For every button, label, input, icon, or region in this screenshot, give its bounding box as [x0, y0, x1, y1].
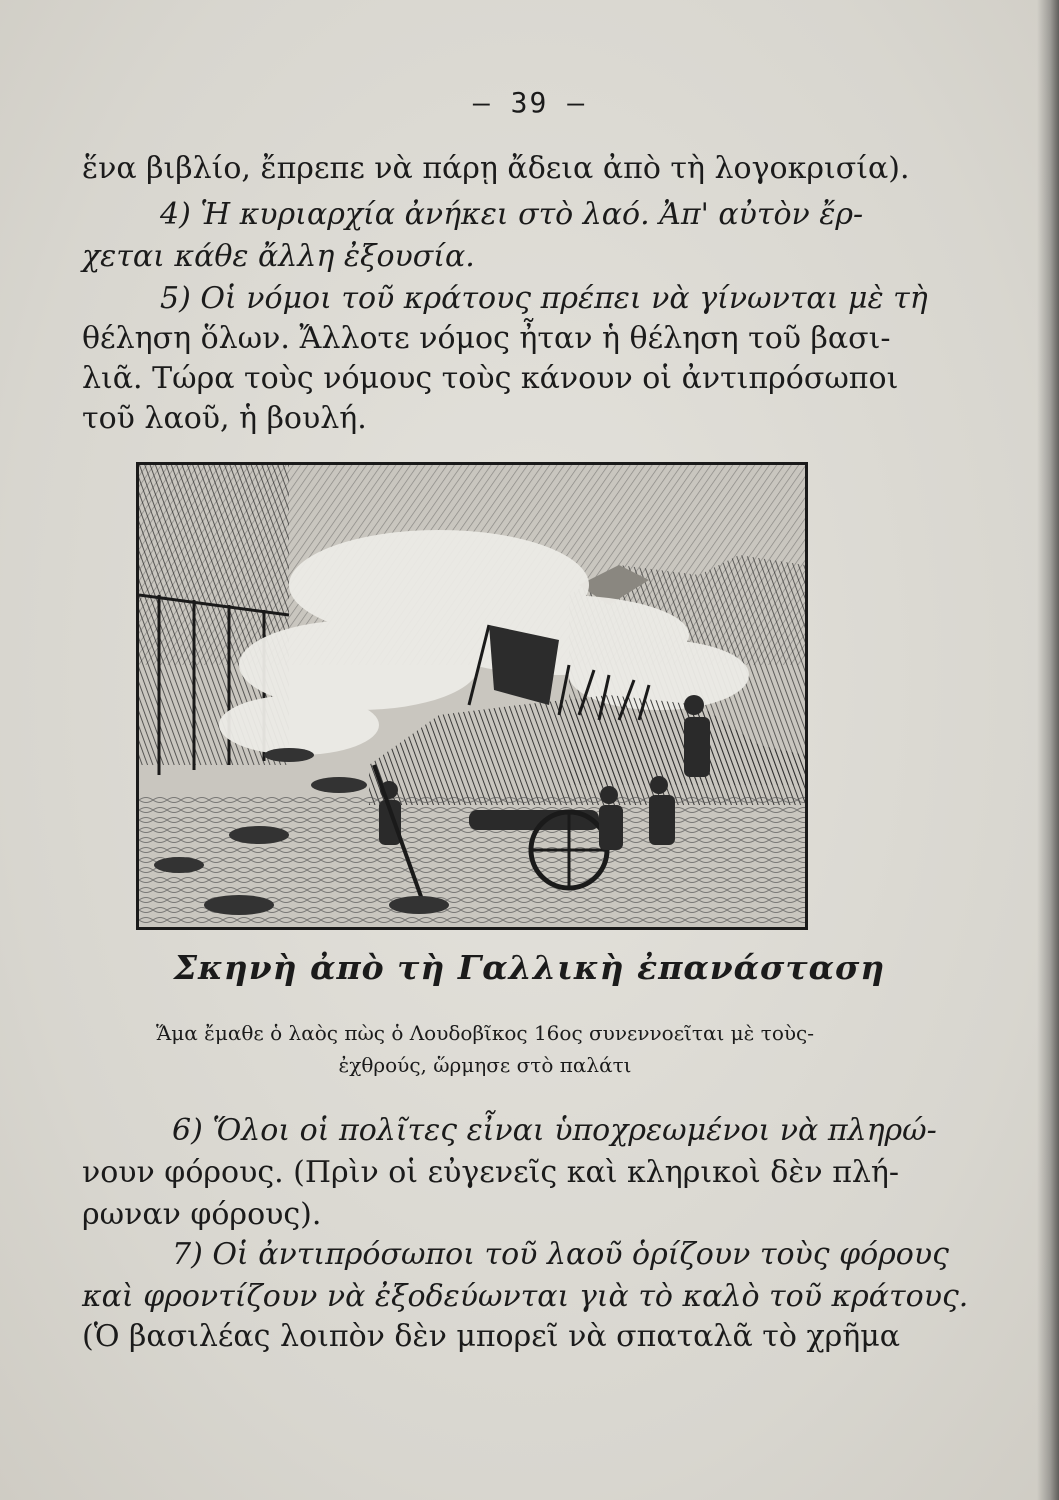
page-edge-shadow: [1037, 0, 1059, 1500]
text-line: 4) Ἡ κυριαρχία ἀνήκει στὸ λαό. Ἀπ' αὐτὸν ἔρ-: [160, 197, 864, 232]
text-line: χεται κάθε ἄλλη ἐξουσία.: [82, 239, 475, 274]
figure-caption-line: Ἅμα ἔμαθε ὁ λαὸς πὼς ὁ Λουδοβῖκος 16ος συνεννοεῖται μὲ τοὺς-: [156, 1021, 814, 1045]
text-line: λιᾶ. Τώρα τοὺς νόμους τοὺς κάνουν οἱ ἀντιπρόσωποι: [82, 361, 899, 396]
text-line: ρωναν φόρους).: [82, 1197, 322, 1232]
text-line: 5) Οἱ νόμοι τοῦ κράτους πρέπει νὰ γίνωνται μὲ τὴ: [160, 281, 928, 316]
text-line: θέληση ὅλων. Ἄλλοτε νόμος ἦταν ἡ θέληση τοῦ βασι-: [82, 321, 891, 356]
text-line: 7) Οἱ ἀντιπρόσωποι τοῦ λαοῦ ὁρίζουν τοὺς φόρους: [172, 1237, 949, 1272]
text-line: νουν φόρους. (Πρὶν οἱ εὐγενεῖς καὶ κληρικοὶ δὲν πλή-: [82, 1155, 900, 1190]
page-number: — 39 —: [472, 86, 587, 119]
text-line: τοῦ λαοῦ, ἡ βουλή.: [82, 401, 367, 436]
engraving-illustration: [136, 462, 808, 930]
figure-caption-title: Σκηνὴ ἀπὸ τὴ Γαλλικὴ ἐπανάσταση: [173, 948, 886, 987]
text-line: 6) Ὅλοι οἱ πολῖτες εἶναι ὑποχρεωμένοι νὰ πληρώ-: [172, 1113, 937, 1148]
figure-caption-line: ἐχθρούς, ὥρμησε στὸ παλάτι: [338, 1053, 632, 1077]
battle-scene-icon: [139, 465, 805, 927]
text-line: καὶ φροντίζουν νὰ ἐξοδεύωνται γιὰ τὸ καλὸ τοῦ κράτους.: [82, 1279, 969, 1314]
text-line: ἕνα βιβλίο, ἔπρεπε νὰ πάρῃ ἄδεια ἀπὸ τὴ λογοκρισία).: [82, 151, 910, 186]
text-line: (Ὁ βασιλέας λοιπὸν δὲν μπορεῖ νὰ σπαταλᾶ τὸ χρῆμα: [82, 1319, 900, 1354]
